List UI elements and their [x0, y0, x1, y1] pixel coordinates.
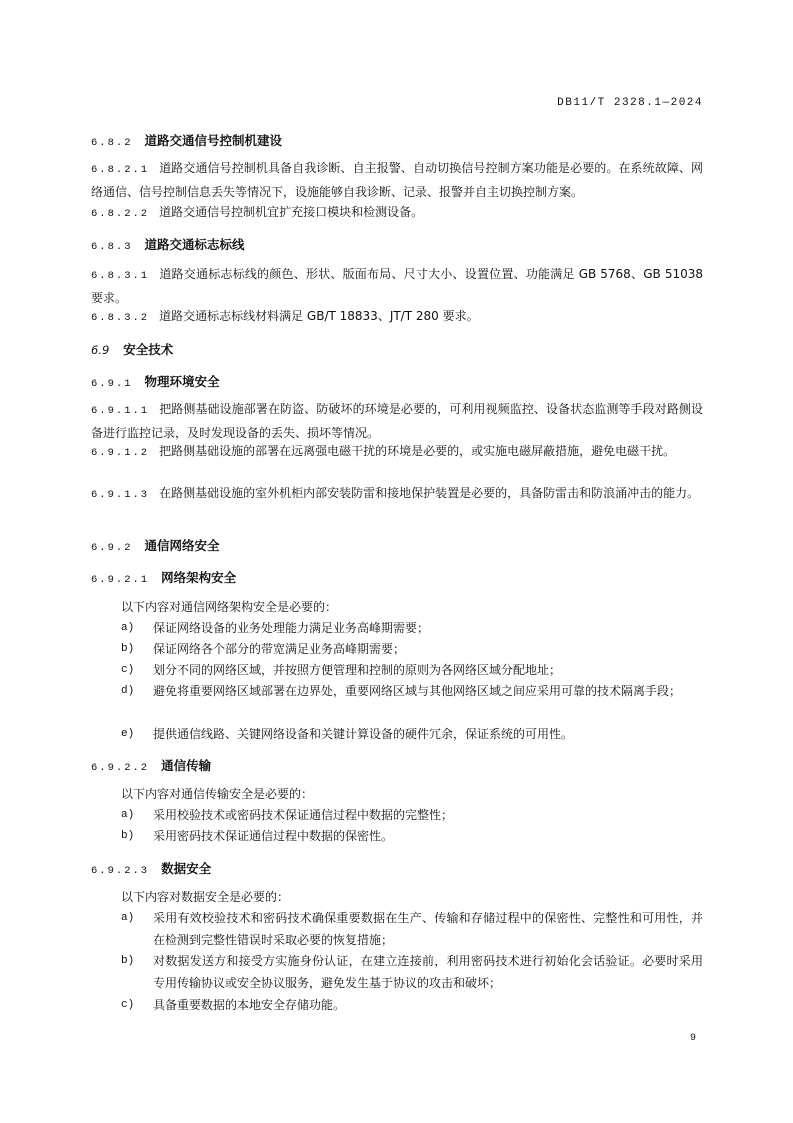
section-title: 物理环境安全 [144, 374, 220, 389]
section-number: 6.9.2.1 [91, 574, 150, 586]
list-item [121, 826, 703, 848]
list-intro: 以下内容对通信网络架构安全是必要的： [121, 600, 338, 614]
list-item [121, 995, 703, 1017]
section-title: 道路交通标志标线 [144, 237, 245, 252]
paragraph-6-8-2-2 [91, 202, 703, 226]
section-heading-6-9 [91, 340, 173, 358]
paragraph-6-8-3-2 [91, 306, 703, 330]
list-item-label: a) [121, 809, 135, 821]
paragraph-number: 6.8.3.2 [91, 312, 150, 324]
list-item-label: a) [121, 622, 135, 634]
section-number: 6.9.2 [91, 542, 133, 554]
paragraph-number: 6.9.1.2 [91, 447, 150, 459]
list-item-text: 采用有效校验技术和密码技术确保重要数据在生产、传输和存储过程中的保密性、完整性和可用性，并在检测到完整性错误时采取必要的恢复措施； [153, 911, 703, 947]
list-item-text: 提供通信线路、关键网络设备和关键计算设备的硬件冗余，保证系统的可用性。 [153, 727, 574, 741]
section-number: 6.9 [91, 343, 110, 357]
section-heading-6-9-2-1 [91, 568, 236, 586]
list-item-text: 对数据发送方和接受方实施身份认证，在建立连接前，利用密码技术进行初始化会话验证。必要时采用专用传输协议或安全协议服务，避免发生基于协议的攻击和破坏； [153, 954, 703, 990]
page-number: 9 [690, 1033, 697, 1044]
list-item-label: a) [121, 912, 135, 924]
list-item-text: 避免将重要网络区域部署在边界处，重要网络区域与其他网络区域之间应采用可靠的技术隔离手段； [153, 684, 682, 698]
list-item-text: 保证网络各个部分的带宽满足业务高峰期需要； [153, 642, 406, 656]
section-number: 6.9.2.2 [91, 762, 150, 774]
section-title: 安全技术 [123, 342, 174, 357]
paragraph-6-9-1-3 [91, 483, 703, 507]
section-heading-6-8-2 [91, 131, 282, 149]
list-item-label: c) [121, 999, 135, 1011]
paragraph-number: 6.9.1.1 [91, 405, 150, 417]
list-item [121, 805, 703, 827]
paragraph-text: 道路交通标志标线的颜色、形状、版面布局、尺寸大小、设置位置、功能满足 GB 5768、GB 51038 要求。 [91, 267, 703, 305]
document-id: DB11/T 2328.1—2024 [557, 97, 703, 109]
section-number: 6.8.2 [91, 137, 133, 149]
paragraph-number: 6.9.1.3 [91, 489, 150, 501]
list-item-text: 采用密码技术保证通信过程中数据的保密性。 [153, 829, 394, 843]
list-item-label: d) [121, 685, 135, 697]
list-item-label: c) [121, 664, 135, 676]
list-item-label: b) [121, 955, 135, 967]
list-item-label: e) [121, 728, 135, 740]
list-intro: 以下内容对数据安全是必要的： [121, 890, 290, 904]
list-item-label: b) [121, 643, 135, 655]
paragraph-text: 道路交通信号控制机宜扩充接口模块和检测设备。 [159, 205, 424, 219]
paragraph-text: 把路侧基础设施部署在防盗、防破坏的环境是必要的，可利用视频监控、设备状态监测等手段对路侧设备进行监控记录，及时发现设备的丢失、损坏等情况。 [91, 402, 703, 440]
list-item [121, 724, 703, 746]
paragraph-number: 6.8.2.2 [91, 208, 150, 220]
section-number: 6.9.2.3 [91, 865, 150, 877]
list-item-label: b) [121, 830, 135, 842]
list-item-text: 具备重要数据的本地安全存储功能。 [153, 998, 346, 1012]
paragraph-6-9-1-2 [91, 441, 703, 465]
section-title: 通信传输 [161, 758, 212, 773]
paragraph-number: 6.8.2.1 [91, 164, 150, 176]
list-item-text: 保证网络设备的业务处理能力满足业务高峰期需要； [153, 621, 430, 635]
section-title: 通信网络安全 [144, 538, 220, 553]
list-item [121, 681, 703, 703]
section-heading-6-8-3 [91, 235, 245, 253]
section-title: 道路交通信号控制机建设 [144, 133, 283, 148]
paragraph-number: 6.8.3.1 [91, 270, 150, 282]
paragraph-6-9-1-1 [91, 399, 703, 444]
list-item-text: 采用校验技术或密码技术保证通信过程中数据的完整性； [153, 808, 454, 822]
section-number: 6.9.1 [91, 378, 133, 390]
list-intro: 以下内容对通信传输安全是必要的： [121, 787, 314, 801]
paragraph-6-8-2-1 [91, 158, 703, 203]
list-item [121, 951, 703, 994]
list-item [121, 618, 703, 640]
section-title: 网络架构安全 [161, 570, 237, 585]
list-item-text: 划分不同的网络区域，并按照方便管理和控制的原则为各网络区域分配地址； [153, 663, 562, 677]
list-item [121, 660, 703, 682]
paragraph-text: 在路侧基础设施的室外机柜内部安装防雷和接地保护装置是必要的，具备防雷击和防浪涌冲击的能力。 [159, 486, 700, 500]
section-title: 数据安全 [161, 861, 212, 876]
paragraph-text: 道路交通信号控制机具备自我诊断、自主报警、自动切换信号控制方案功能是必要的。在系统故障、网络通信、信号控制信息丢失等情况下，设施能够自我诊断、记录、报警并自主切换控制方案。 [91, 161, 703, 199]
section-heading-6-9-2-2 [91, 756, 211, 774]
section-heading-6-9-2-3 [91, 859, 211, 877]
section-number: 6.8.3 [91, 241, 133, 253]
list-item [121, 639, 703, 661]
list-item [121, 908, 703, 951]
section-heading-6-9-1 [91, 372, 220, 390]
paragraph-text: 把路侧基础设施的部署在远离强电磁干扰的环境是必要的，或实施电磁屏蔽措施，避免电磁干扰。 [159, 444, 676, 458]
paragraph-6-8-3-1 [91, 264, 703, 309]
paragraph-text: 道路交通标志标线材料满足 GB/T 18833、JT/T 280 要求。 [159, 309, 479, 323]
section-heading-6-9-2 [91, 536, 220, 554]
